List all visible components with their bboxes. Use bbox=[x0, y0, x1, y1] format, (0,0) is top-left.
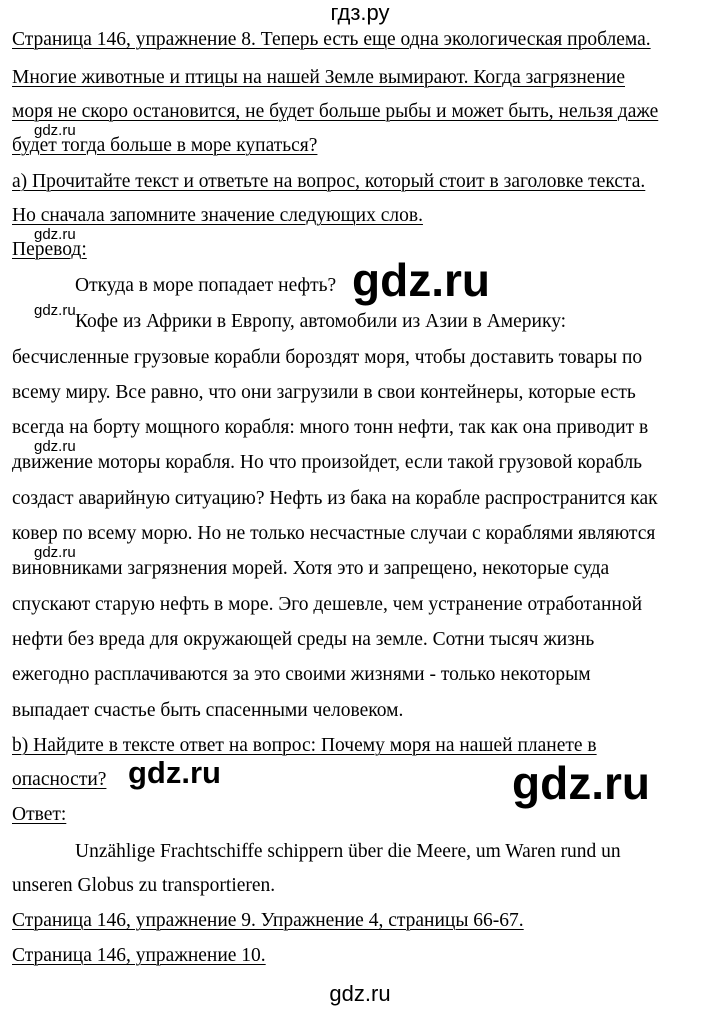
watermark-small: gdz.ru bbox=[34, 122, 76, 139]
watermark-small: gdz.ru bbox=[34, 302, 76, 319]
body-line: бесчисленные грузовые корабли бороздят моря, чтобы доставить товары по bbox=[12, 347, 643, 368]
body-line: ежегодно расплачиваются за это своими жизнями - только некоторым bbox=[12, 664, 591, 685]
body-line: выпадает счастье быть спасенными человеком. bbox=[12, 700, 404, 721]
body-line: движение моторы корабля. Но что произойдет, если такой грузовой корабль bbox=[12, 452, 643, 473]
watermark-large: gdz.ru bbox=[352, 254, 490, 306]
task-heading-line-1: Страница 146, упражнение 8. Теперь есть еще одна экологическая проблема. bbox=[12, 29, 651, 50]
body-line: спускают старую нефть в море. Эго дешевле, чем устранение отработанной bbox=[12, 594, 642, 615]
exercise-9-line: Страница 146, упражнение 9. Упражнение 4, страницы 66-67. bbox=[12, 910, 524, 931]
task-heading-line-2: Многие животные и птицы на нашей Земле вымирают. Когда загрязнение bbox=[12, 67, 625, 88]
subtask-a-line-1: a) Прочитайте текст и ответьте на вопрос, который стоит в заголовке текста. bbox=[12, 171, 646, 192]
task-heading-line-3: моря не скоро остановится, не будет больше рыбы и может быть, нельзя даже bbox=[12, 101, 659, 122]
footer-watermark: gdz.ru bbox=[329, 981, 391, 1006]
body-line: нефти без вреда для окружающей среды на земле. Сотни тысяч жизнь bbox=[12, 629, 595, 650]
answer-label: Ответ: bbox=[12, 804, 67, 825]
answer-line: unseren Globus zu transportieren. bbox=[12, 875, 276, 896]
answer-line: Unzählige Frachtschiffe schippern über die Meere, um Waren rund un bbox=[75, 841, 621, 862]
watermark-small: gdz.ru bbox=[34, 226, 76, 243]
subtask-a-line-2: Но сначала запомните значение следующих слов. bbox=[12, 205, 423, 226]
site-header: гдз.ру bbox=[330, 0, 390, 25]
watermark-large: gdz.ru bbox=[512, 757, 650, 809]
body-line: виновниками загрязнения морей. Хотя это и запрещено, некоторые суда bbox=[12, 558, 610, 579]
task-heading-line-4: будет тогда больше в море купаться? bbox=[12, 135, 318, 156]
body-line: Кофе из Африки в Европу, автомобили из Азии в Америку: bbox=[75, 311, 567, 332]
body-line: ковер по всему морю. Но не только несчастные случаи с кораблями являются bbox=[12, 523, 656, 544]
translation-label: Перевод: bbox=[12, 239, 87, 260]
watermark-small: gdz.ru bbox=[34, 544, 76, 561]
subtask-b-line-1: b) Найдите в тексте ответ на вопрос: Почему моря на нашей планете в bbox=[12, 735, 597, 756]
body-line: всему миру. Все равно, что они загрузили в свои контейнеры, которые есть bbox=[12, 382, 636, 403]
exercise-10-line: Страница 146, упражнение 10. bbox=[12, 945, 266, 966]
subtask-b-line-2: опасности? bbox=[12, 769, 107, 790]
translation-title: Откуда в море попадает нефть? bbox=[75, 275, 337, 296]
watermark-small: gdz.ru bbox=[34, 438, 76, 455]
body-line: создаст аварийную ситуацию? Нефть из бака на корабле распространится как bbox=[12, 488, 658, 509]
body-line: всегда на борту мощного корабля: много тонн нефти, так как она приводит в bbox=[12, 417, 649, 438]
watermark-medium: gdz.ru bbox=[128, 755, 221, 790]
